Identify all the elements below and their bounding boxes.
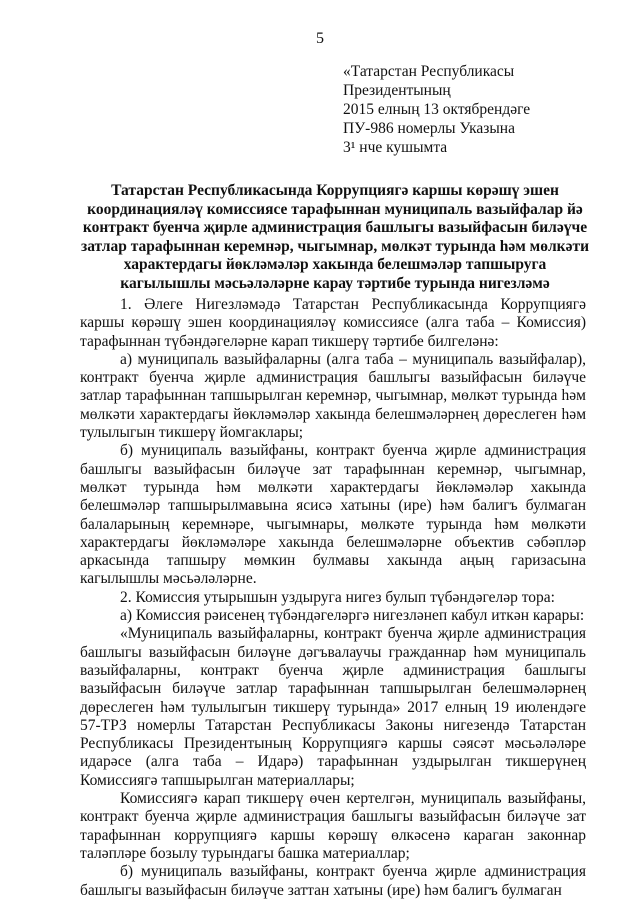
paragraph-1a: а) муниципаль вазыйфаларны (алга таба – муниципаль вазыйфалар), контракт буенча җирле администрация башлыгы вазыйфасын биләүче затлар тарафыннан тапшырылган керемнәр, чыгымнар, мөлкәт турында һәм мөлкәти характердагы йөкләмәләр хакында белешмәләрнең дөреслеген һәм тулылыгын тикшерү йомгаклары; [80,350,586,442]
title-line: кагылышлы мәсьәләләрне карау тәртибе турында нигезләмә [120,274,550,292]
appendix-line: ПУ-986 номерлы Указына [343,120,515,137]
title-line: Татарстан Республикасында Коррупциягә каршы көрәшү эшен [111,182,559,199]
appendix-line: 3¹ нче кушымта [343,139,448,156]
appendix-reference [343,62,623,157]
paragraph-1b: б) муниципаль вазыйфаны, контракт буенча җирле администрация башлыгы вазыйфасын биләүче зат тарафыннан керемнәр, чыгымнар, мөлкәт турында һәм мөлкәти характердагы йөкләмәләр хакында белешмәләр тапшырылмавына ясисә хатыны (ире) һәм балигъ булмаган балаларының керемнәре, чыгымнары, мөлкәте турында һәм мөлкәти характердагы йөкләмәләре хакында белешмәләрне объектив сәбәпләр аркасында тапшыру мөмкин булмавы хакында аңың гаризасына кагылышлы мәсьәләләрне. [80,442,586,588]
title-line: координацияләү комиссиясе тарафыннан муниципаль вазыйфалар йә [87,200,583,218]
title-line: характердагы йөкләмәләр хакында белешмәләр тапшыруга [123,256,547,273]
document-body [80,296,586,900]
paragraph-2a-quote: «Муниципаль вазыйфаларны, контракт буенча җирле администрация башлыгы вазыйфасын биләүне дәгъвалаучы гражданнар һәм муниципаль вазыйфаларны, контракт буенча җирле администрация башлыгы вазыйфасын биләүче затлар тарафыннан тапшырылган белешмәләрнең дөреслеген һәм тулылыгын тикшерү турында» 2017 елның 19 июлендәге 57-ТРЗ номерлы Татарстан Республикасы Законы нигезендә Татарстан Республикасы Президентының Коррупциягә каршы сәясәт мәсьәләләре идарәсе (алга таба – Идарә) тарафыннан уздырылган тикшерүнең Комиссиягә тапшырылган материаллары; [80,625,586,789]
appendix-line: Президентының [343,82,451,99]
paragraph-2a-materials: Комиссиягә карап тикшерү өчен кертелгән, муниципаль вазыйфаны, контракт буенча җирле администрация башлыгы вазыйфасын биләүче зат тарафыннан коррупциягә каршы көрәшү өлкәсенә караган законнар таләпләре бозылу турындагы башка материаллар; [80,790,586,862]
paragraph-2: 2. Комиссия утырышын уздыруга нигез булып түбәндәгеләр тора: [120,588,555,606]
appendix-line: «Татарстан Республикасы [343,63,515,80]
title-line: затлар тарафыннан керемнәр, чыгымнар, мөлкәт турында һәм мөлкәти [80,237,590,255]
paragraph-1: 1. Әлеге Нигезләмәдә Татарстан Республикасында Коррупциягә каршы көрәшү эшен координацияләү комиссиясе (алга таба – Комиссия) тарафыннан түбәндәгеләрне карап тикшерү тәртибе билгеләнә: [80,296,586,350]
title-line: контракт буенча җирле администрация башлыгы вазыйфасын биләүче [82,219,588,236]
paragraph-2a: а) Комиссия рәисенең түбәндәгеләргә нигезләнеп кабул иткән карары: [120,607,585,625]
paragraph-2b: б) муниципаль вазыйфаны, контракт буенча җирле администрация башлыгы вазыйфасын биләүче заттан хатыны (ире) һәм балигъ булмаган [80,863,586,899]
document-title [70,182,600,293]
page-number: 5 [316,30,324,47]
appendix-line: 2015 елның 13 октябрендәге [343,101,531,118]
